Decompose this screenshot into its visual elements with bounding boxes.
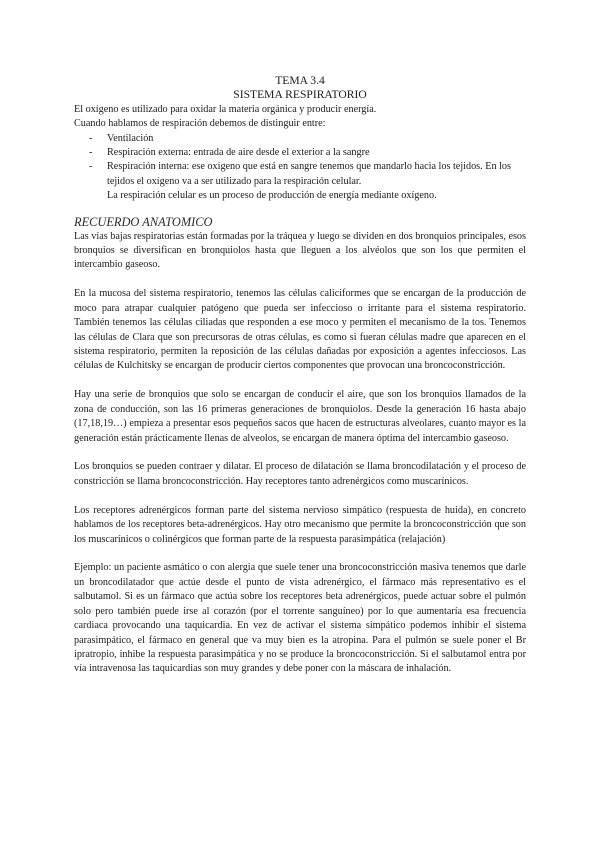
paragraph: Hay una serie de bronquios que solo se encargan de conducir el aire, que son los bronquios llamados de la zona de conducción, son las 16 primeras generaciones de bronquiolos. Desde la generación 16 hasta abajo (17,18,19…) empieza a presentar esos pequeños sacos que hacen de estructuras alveolares, cuanto mayor es la generación están prácticamente llenas de alveolos, se encargan de manera óptima del intercambio gaseoso.: [74, 389, 526, 444]
page-subtitle: SISTEMA RESPIRATORIO: [233, 88, 367, 102]
paragraph: Las vías bajas respiratorias están formadas por la tráquea y luego se dividen en dos bronquios principales, esos bronquios se diversifican en bronquiolos hasta que lleguen a los alvéolos que son los que permiten el intercambio gaseoso.: [74, 230, 526, 271]
document-page: [74, 74, 526, 677]
list-item: - Respiración interna: ese oxígeno que está en sangre tenemos que mandarlo hacia los tejidos. En los tejidos el oxígeno va a ser utilizado para la respiración celular.: [74, 160, 526, 189]
intro-note: La respiración celular es un proceso de producción de energía mediante oxígeno.: [107, 190, 437, 202]
paragraph: Ejemplo: un paciente asmático o con alergia que suele tener una broncoconstricción masiva tenemos que darle un broncodilatador que actúe desde el punto de vista adrenérgico, el fármaco más representativo es el salbutamol. Si es un fármaco que actúa sobre los receptores beta adrenérgicos, puede actuar sobre el pulmón solo pero también puede irse al corazón (por el torrente sanguíneo) por lo que aumentaría esa frecuencia cardiaca provocando una taquicardia. En vez de activar el sistema simpático podemos inhibir el sistema parasimpático, el fármaco en general que va muy bien es la atropina. Para el pulmón se suele poner el Br ipratropio, inhibe la respuesta parasimpática y no se produce la broncoconstricción. Si el salbutamol entra por vía intravenosa las taquicardias son muy grandes y debe poner con la máscara de inhalación.: [74, 562, 526, 675]
list-item: - Respiración externa: entrada de aire desde el exterior a la sangre: [74, 146, 526, 160]
paragraph: Los bronquios se pueden contraer y dilatar. El proceso de dilatación se llama broncodilatación y el proceso de constricción se llama broncoconstricción. Hay receptores tanto adrenérgicos como muscarínicos.: [74, 461, 526, 487]
paragraph: En la mucosa del sistema respiratorio, tenemos las células caliciformes que se encargan de la producción de moco para atrapar cualquier patógeno que pueda ser infeccioso o irritante para el sistema respiratorio. También tenemos las células ciliadas que responden a ese moco y permiten el mecanismo de la tos. Tenemos las células de Clara que son precursoras de otras células, es como si fueran células madre que aparecen en el sistema respiratorio, permiten la reposición de las células dañadas por exposición a agentes infecciosos. Las células de Kulchitsky se encargan de producir ciertos componentes que provocan una broncoconstricción.: [74, 288, 526, 372]
section-heading: RECUERDO ANATOMICO: [74, 214, 213, 229]
paragraph: Los receptores adrenérgicos forman parte del sistema nervioso simpático (respuesta de huida), en concreto hablamos de los receptores beta-adrenérgicos. Hay otro mecanismo que permite la broncoconstricción que son los muscarínicos o colinérgicos que forman parte de la respuesta parasimpática (relajación): [74, 504, 526, 545]
list-item: - Ventilación: [74, 132, 526, 146]
intro-line: El oxígeno es utilizado para oxidar la materia orgánica y producir energía.: [74, 103, 377, 115]
page-title: TEMA 3.4: [275, 74, 325, 87]
intro-list: [74, 132, 526, 190]
intro-line: Cuando hablamos de respiración debemos de distinguir entre:: [74, 118, 326, 130]
